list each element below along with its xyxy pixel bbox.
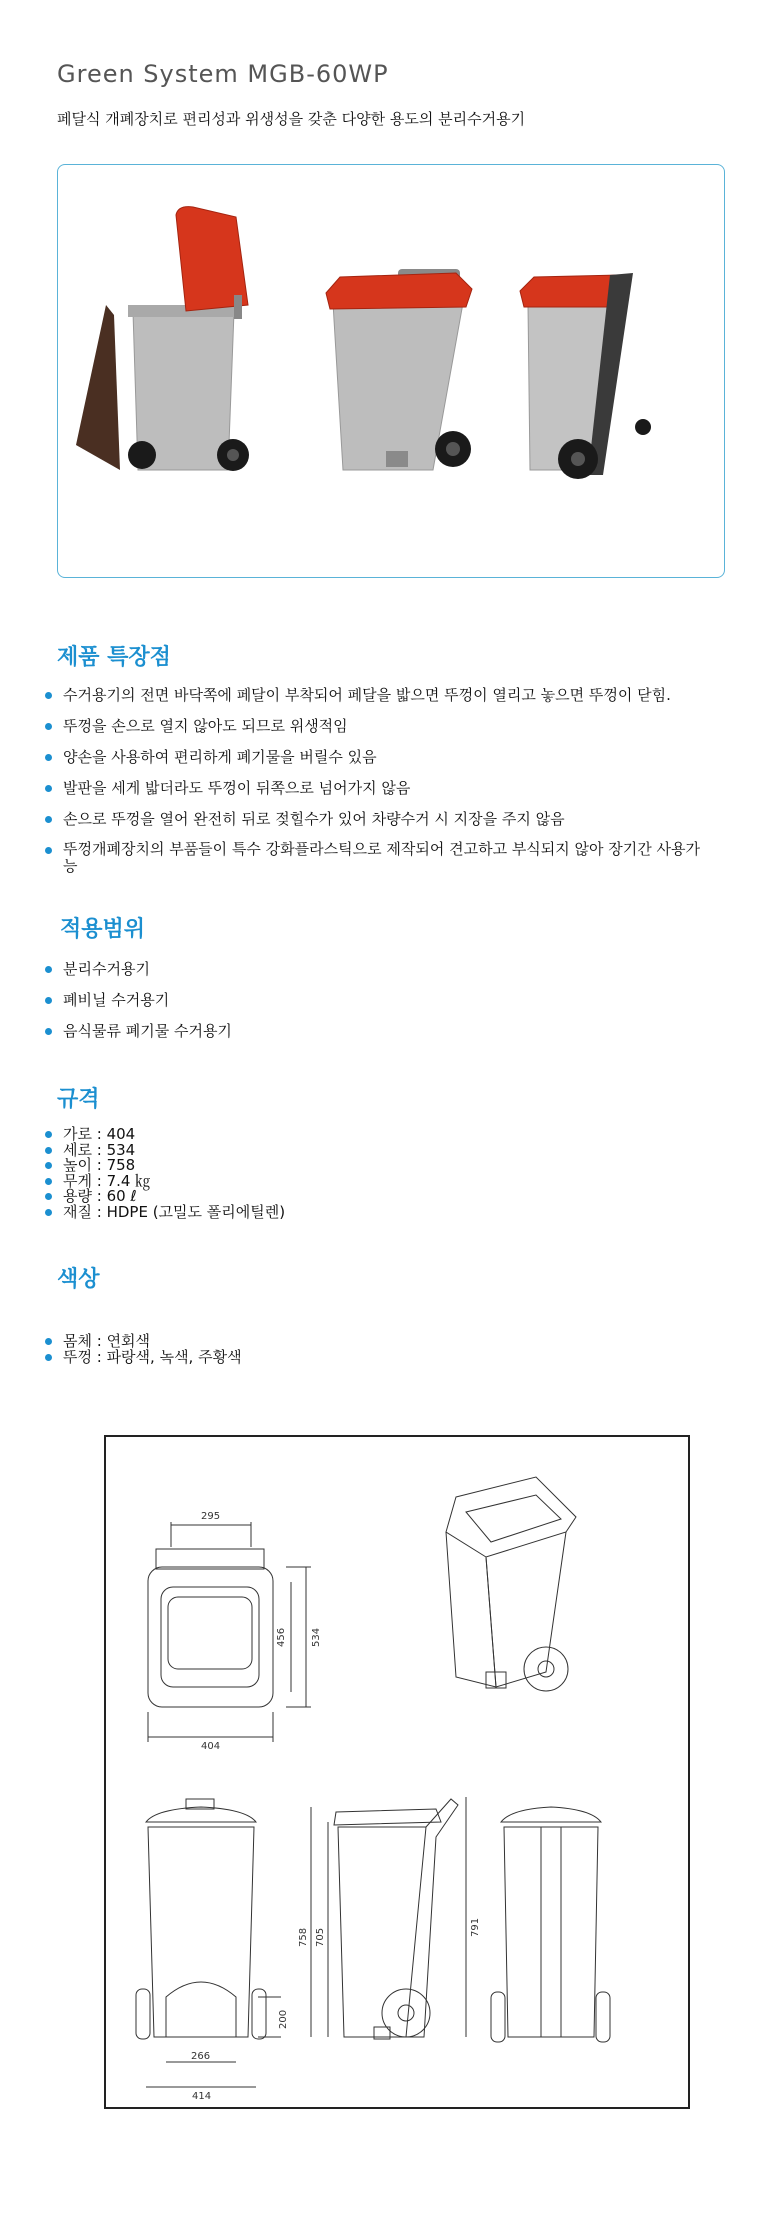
list-item: 세로 : 534 [45, 1143, 285, 1159]
page-subtitle: 페달식 개폐장치로 편리성과 위생성을 갖춘 다양한 용도의 분리수거용기 [57, 110, 526, 128]
list-item: 가로 : 404 [45, 1127, 285, 1143]
features-list [45, 686, 725, 875]
front-view-drawing [136, 1799, 289, 2102]
list-item: 뚜껑 : 파랑색, 녹색, 주황색 [45, 1350, 242, 1366]
list-item: 분리수거용기 [45, 960, 232, 979]
list-item: 무게 : 7.4 ㎏ [45, 1174, 285, 1190]
dim-top-depth: 534 [311, 1627, 322, 1647]
list-item: 높이 : 758 [45, 1158, 285, 1174]
dim-front-height: 758 [298, 1927, 309, 1947]
dim-front-body-height: 705 [315, 1927, 326, 1947]
dim-front-pedal-width: 266 [191, 2051, 211, 2062]
list-item: 손으로 뚜껑을 열어 완전히 뒤로 젖힐수가 있어 차량수거 시 지장을 주지 않음 [45, 810, 725, 829]
list-item: 발판을 세게 밟더라도 뚜껑이 뒤쪽으로 넘어가지 않음 [45, 779, 725, 798]
side-view-drawing [298, 1797, 481, 2039]
colors-list [45, 1334, 242, 1365]
technical-drawing [106, 1437, 688, 2107]
scope-list [45, 960, 232, 1041]
page-title: Green System MGB-60WP [57, 60, 389, 88]
product-photo-frame [57, 164, 725, 578]
list-item: 뚜껑을 손으로 열지 않아도 되므로 위생적임 [45, 717, 725, 736]
dim-top-width-inner: 295 [201, 1511, 221, 1522]
dim-top-depth-inner: 456 [276, 1627, 287, 1647]
list-item: 몸체 : 연회색 [45, 1334, 242, 1350]
bin-open-lid-illustration [76, 207, 249, 471]
bin-closed-illustration [326, 269, 472, 470]
technical-drawing-frame [104, 1435, 690, 2109]
list-item: 수거용기의 전면 바닥쪽에 페달이 부착되어 페달을 밟으면 뚜껑이 열리고 놓으면 뚜껑이 닫힘. [45, 686, 725, 705]
list-item: 폐비닐 수거용기 [45, 991, 232, 1010]
dim-side-height: 791 [470, 1917, 481, 1937]
bin-side-illustration [520, 273, 651, 479]
product-photo [58, 165, 724, 577]
features-heading: 제품 특장점 [57, 645, 171, 670]
list-item: 뚜껑개폐장치의 부품들이 특수 강화플라스틱으로 제작되어 견고하고 부식되지 않아 장기간 사용가능 [45, 841, 703, 875]
dim-front-base-width: 414 [192, 2091, 212, 2102]
colors-heading: 색상 [57, 1267, 100, 1292]
specs-list [45, 1127, 285, 1220]
isometric-view-drawing [446, 1477, 576, 1691]
list-item: 양손을 사용하여 편리하게 폐기물을 버릴수 있음 [45, 748, 725, 767]
scope-heading: 적용범위 [60, 917, 146, 942]
list-item: 음식물류 폐기물 수거용기 [45, 1022, 232, 1041]
rear-view-drawing [491, 1807, 610, 2042]
list-item: 재질 : HDPE (고밀도 폴리에틸렌) [45, 1205, 285, 1221]
top-view-drawing [148, 1511, 322, 1752]
specs-heading: 규격 [57, 1087, 100, 1112]
dim-front-pedal-height: 200 [278, 2009, 289, 2029]
list-item: 용량 : 60 ℓ [45, 1189, 285, 1205]
dim-top-width: 404 [201, 1741, 221, 1752]
